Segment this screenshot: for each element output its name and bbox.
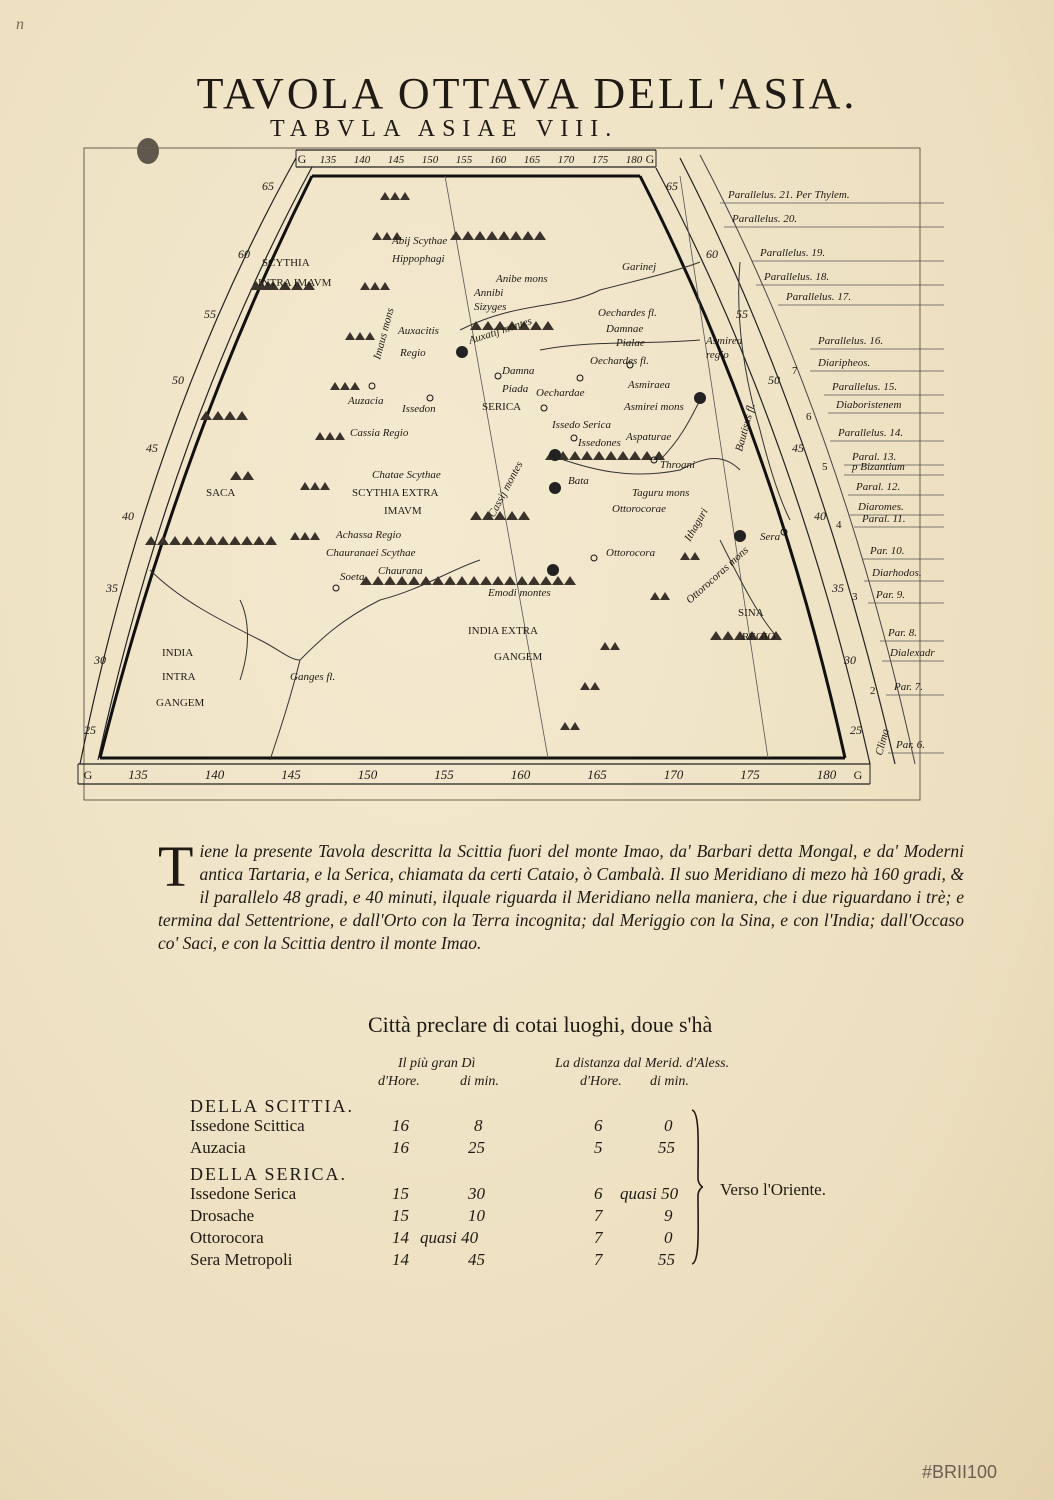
place-label: Imaus mons bbox=[371, 306, 397, 361]
left-latitude-label: 25 bbox=[84, 723, 96, 737]
grid-letter-label: G bbox=[83, 768, 93, 782]
clima-label: Clima bbox=[873, 727, 892, 757]
city-hours-2: 7 bbox=[594, 1228, 603, 1247]
place-label: SACA bbox=[206, 487, 236, 499]
parallel-label: Parallelus. 17. bbox=[786, 291, 852, 303]
parallel-label: Par. 10. bbox=[870, 545, 905, 557]
place-label: INTRA IMAVM bbox=[258, 277, 332, 289]
description-text: iene la presente Tavola descritta la Scittia fuori del monte Imao, da' Barbari detta Mongal, e da' Moderni antica Tartaria, e la Serica, chiamata da certi Cataio, ò Cambalà. Il suo Meridiano di mezo hà 160 gradi, & il parallelo 48 gradi, e 40 minuti, ilquale riguarda il Meridiano nella maniera, che i due riguardano i trè; e termina dal Settentrione, e dall'Orto con la Terra incognita; dal Meriggio con la Sina, e con l'India; dall'Occaso co' Saci, e con la Scittia dentro il monte Imao. bbox=[158, 841, 964, 953]
parallel-label: Par. 7. bbox=[894, 681, 924, 693]
parallel-label: Parallelus. 16. bbox=[818, 335, 884, 347]
right-latitude-label: 45 bbox=[792, 441, 804, 455]
top-longitude-label: 180 bbox=[625, 154, 643, 166]
parallel-label: Parallelus. 15. bbox=[832, 381, 898, 393]
place-label: Oechardes fl. bbox=[590, 355, 649, 367]
city-min-2: quasi 50 bbox=[620, 1184, 679, 1203]
city-hours-1: 14 bbox=[392, 1250, 409, 1269]
city-hours-2: 5 bbox=[594, 1138, 603, 1157]
city-min-2: 0 bbox=[664, 1228, 673, 1247]
place-label: Issedo Serica bbox=[552, 419, 611, 431]
place-label: SERICA bbox=[482, 401, 522, 413]
place-label: Bautisus fl. bbox=[733, 401, 758, 453]
clima-number: 4 bbox=[836, 519, 842, 531]
place-label: Chaurana bbox=[378, 565, 423, 577]
latin-subtitle: TABVLA ASIAE VIII. bbox=[270, 116, 619, 142]
place-label: Ottorocorae bbox=[612, 503, 666, 515]
left-latitude-label: 45 bbox=[146, 441, 158, 455]
place-label: Damnae bbox=[606, 323, 644, 335]
city-name: Drosache bbox=[190, 1206, 255, 1225]
place-label: Asmiraea bbox=[628, 379, 671, 391]
city-min-1: quasi 40 bbox=[420, 1228, 479, 1247]
place-label: INDIA bbox=[162, 647, 194, 659]
region-serica: DELLA SERICA. bbox=[190, 1164, 348, 1184]
clima-labels bbox=[792, 365, 892, 757]
city-name: Auzacia bbox=[190, 1138, 246, 1157]
place-label: Aspaturae bbox=[626, 431, 672, 443]
right-latitude-label: 30 bbox=[844, 653, 856, 667]
parallel-label: Parallelus. 19. bbox=[760, 247, 826, 259]
left-latitude-label: 65 bbox=[262, 179, 274, 193]
parallel-label: Diaripheos. bbox=[818, 357, 871, 369]
city-hours-2: 6 bbox=[594, 1184, 603, 1203]
place-label: SCYTHIA EXTRA bbox=[352, 487, 439, 499]
plate-border bbox=[84, 148, 920, 800]
bottom-longitude-label: 175 bbox=[740, 767, 760, 782]
bottom-longitude-label: 140 bbox=[204, 767, 225, 782]
city-min-1: 8 bbox=[474, 1116, 483, 1135]
region-scittia: DELLA SCITTIA. bbox=[190, 1096, 354, 1116]
place-label: Oechardae bbox=[536, 387, 585, 399]
parallel-label: Diarhodos. bbox=[872, 567, 922, 579]
pencil-note: n bbox=[16, 16, 24, 33]
place-label: GANGEM bbox=[156, 697, 205, 709]
bottom-longitude-label: 155 bbox=[434, 767, 454, 782]
place-label: Issedones bbox=[578, 437, 621, 449]
col-min-2: di min. bbox=[650, 1074, 689, 1089]
city-min-1: 25 bbox=[468, 1138, 485, 1157]
parallel-label: Dialexadr bbox=[890, 647, 935, 659]
clima-number: 3 bbox=[852, 591, 858, 603]
place-label: Damna bbox=[502, 365, 535, 377]
description bbox=[158, 834, 964, 955]
place-label: Auxacitis bbox=[398, 325, 439, 337]
verso-oriente: Verso l'Oriente. bbox=[720, 1180, 826, 1199]
walled-towns bbox=[456, 346, 746, 576]
city-name: Ottorocora bbox=[190, 1228, 264, 1247]
place-label: REGIO bbox=[742, 631, 776, 643]
meridians bbox=[445, 176, 768, 758]
parallel-label: Paral. 11. bbox=[862, 513, 906, 525]
city-min-1: 45 bbox=[468, 1250, 485, 1269]
city-min-1: 10 bbox=[468, 1206, 485, 1225]
parallel-label: Diaromes. bbox=[858, 501, 904, 513]
clima-number: 7 bbox=[792, 365, 798, 377]
city-hours-1: 16 bbox=[392, 1116, 409, 1135]
place-label: Soeta bbox=[340, 571, 365, 583]
city-name: Issedone Scittica bbox=[190, 1116, 305, 1135]
city-name: Issedone Serica bbox=[190, 1184, 297, 1203]
left-latitude-label: 60 bbox=[238, 247, 250, 261]
place-label: Ithaguri bbox=[682, 506, 711, 544]
place-label: Garinej bbox=[622, 261, 657, 273]
city-min-2: 9 bbox=[664, 1206, 673, 1225]
bottom-longitude-label: 165 bbox=[587, 767, 607, 782]
parallel-label: p Bizantium bbox=[852, 461, 905, 473]
parallel-label: Paral. 13. bbox=[852, 451, 897, 463]
place-label: Issedon bbox=[402, 403, 436, 415]
cities-heading: Città preclare di cotai luoghi, doue s'hà bbox=[368, 1012, 713, 1037]
place-label: Pialae bbox=[616, 337, 645, 349]
place-label: Auzacia bbox=[348, 395, 384, 407]
place-label: SINA bbox=[738, 607, 764, 619]
place-label: SCYTHIA bbox=[262, 257, 310, 269]
top-longitude-label: 165 bbox=[523, 154, 541, 166]
col-group-longest-day: Il più gran Dì bbox=[398, 1056, 476, 1071]
place-label: Sizyges bbox=[474, 301, 507, 313]
top-longitude-label: 175 bbox=[591, 154, 609, 166]
city-min-1: 30 bbox=[468, 1184, 485, 1203]
parallel-labels bbox=[720, 189, 944, 753]
place-label: Cassia Regio bbox=[350, 427, 409, 439]
top-longitude-label: 150 bbox=[421, 154, 439, 166]
place-label: Anibe mons bbox=[496, 273, 548, 285]
right-latitude-label: 60 bbox=[706, 247, 718, 261]
page-title: TAVOLA OTTAVA DELL'ASIA. bbox=[196, 69, 858, 118]
place-label: Asmirea bbox=[706, 335, 743, 347]
parallel-label: Parallelus. 21. Per Thylem. bbox=[728, 189, 850, 201]
place-label: Auxatij montes bbox=[467, 315, 534, 347]
place-label: Piada bbox=[502, 383, 529, 395]
city-min-2: 55 bbox=[658, 1250, 675, 1269]
place-label: INDIA EXTRA bbox=[468, 625, 538, 637]
top-longitude-label: 135 bbox=[319, 154, 337, 166]
drop-cap: T bbox=[158, 834, 194, 899]
place-label: Oechardes fl. bbox=[598, 307, 657, 319]
bottom-longitude-label: 145 bbox=[281, 767, 301, 782]
city-name: Sera Metropoli bbox=[190, 1250, 293, 1269]
bottom-longitude-label: 135 bbox=[128, 767, 148, 782]
place-label: Regio bbox=[400, 347, 426, 359]
right-brace bbox=[690, 1108, 704, 1266]
place-label: GANGEM bbox=[494, 651, 543, 663]
city-hours-2: 7 bbox=[594, 1250, 603, 1269]
right-latitude-label: 65 bbox=[666, 179, 678, 193]
top-longitude-labels bbox=[320, 154, 643, 166]
right-latitude-label: 35 bbox=[832, 581, 844, 595]
bottom-longitude-labels bbox=[128, 767, 837, 782]
place-label: Achassa Regio bbox=[336, 529, 402, 541]
place-label: Throani bbox=[660, 459, 696, 471]
stock-number: #BRII100 bbox=[922, 1462, 998, 1482]
left-latitude-label: 40 bbox=[122, 509, 134, 523]
place-label: Hippophagi bbox=[392, 253, 445, 265]
col-hore-1: d'Hore. bbox=[378, 1074, 420, 1089]
place-label: Chauranaei Scythae bbox=[326, 547, 416, 559]
parallel-label: Parallelus. 14. bbox=[838, 427, 904, 439]
left-frame bbox=[80, 158, 312, 764]
right-latitude-labels bbox=[666, 179, 862, 737]
left-latitude-label: 30 bbox=[94, 653, 106, 667]
place-label: Ottorocora bbox=[606, 547, 656, 559]
city-hours-1: 14 bbox=[392, 1228, 409, 1247]
place-label: Bata bbox=[568, 475, 589, 487]
right-latitude-label: 50 bbox=[768, 373, 780, 387]
parallel-label: Paral. 12. bbox=[856, 481, 901, 493]
bottom-longitude-label: 160 bbox=[510, 767, 531, 782]
col-min-1: di min. bbox=[460, 1074, 499, 1089]
place-label: Chatae Scythae bbox=[372, 469, 441, 481]
place-label: INTRA bbox=[162, 671, 196, 683]
grid-letter-label: G bbox=[645, 152, 655, 166]
parallel-label: Par. 8. bbox=[888, 627, 918, 639]
city-hours-2: 6 bbox=[594, 1116, 603, 1135]
city-min-2: 55 bbox=[658, 1138, 675, 1157]
city-hours-1: 16 bbox=[392, 1138, 409, 1157]
grid-letter-label: G bbox=[853, 768, 863, 782]
bottom-longitude-label: 170 bbox=[663, 767, 684, 782]
top-longitude-label: 145 bbox=[387, 154, 405, 166]
clima-number: 2 bbox=[870, 685, 876, 697]
right-latitude-label: 25 bbox=[850, 723, 862, 737]
place-label: Annibi bbox=[474, 287, 504, 299]
city-hours-1: 15 bbox=[392, 1206, 409, 1225]
left-latitude-label: 35 bbox=[106, 581, 118, 595]
city-min-2: 0 bbox=[664, 1116, 673, 1135]
clima-number: 6 bbox=[806, 411, 812, 423]
parallel-label: Par. 9. bbox=[876, 589, 906, 601]
place-label: Sera bbox=[760, 531, 781, 543]
left-latitude-label: 55 bbox=[204, 307, 216, 321]
city-hours-2: 7 bbox=[594, 1206, 603, 1225]
place-label: Emodi montes bbox=[488, 587, 551, 599]
col-group-distance: La distanza dal Merid. d'Aless. bbox=[555, 1056, 730, 1071]
place-label: Ottorocoras mons bbox=[683, 544, 751, 607]
place-label: Asmirei mons bbox=[624, 401, 684, 413]
bottom-longitude-label: 180 bbox=[816, 767, 837, 782]
place-label: Taguru mons bbox=[632, 487, 690, 499]
bottom-longitude-label: 150 bbox=[357, 767, 378, 782]
place-label: Cassij montes bbox=[486, 459, 526, 520]
right-latitude-label: 55 bbox=[736, 307, 748, 321]
place-label: Abij Scythae bbox=[392, 235, 448, 247]
col-hore-2: d'Hore. bbox=[580, 1074, 622, 1089]
clima-number: 5 bbox=[822, 461, 828, 473]
place-label: IMAVM bbox=[384, 505, 422, 517]
top-longitude-label: 170 bbox=[557, 154, 575, 166]
place-label: regio bbox=[706, 349, 729, 361]
parallel-label: Parallelus. 20. bbox=[732, 213, 798, 225]
city-hours-1: 15 bbox=[392, 1184, 409, 1203]
grid-letter-label: G bbox=[297, 152, 307, 166]
left-latitude-label: 50 bbox=[172, 373, 184, 387]
top-longitude-label: 140 bbox=[353, 154, 371, 166]
top-longitude-label: 160 bbox=[489, 154, 507, 166]
place-label: Ganges fl. bbox=[290, 671, 336, 683]
parallel-label: Par. 6. bbox=[896, 739, 926, 751]
parallel-label: Parallelus. 18. bbox=[764, 271, 830, 283]
parallel-label: Diaboristenem bbox=[836, 399, 902, 411]
top-longitude-label: 155 bbox=[455, 154, 473, 166]
right-latitude-label: 40 bbox=[814, 509, 826, 523]
